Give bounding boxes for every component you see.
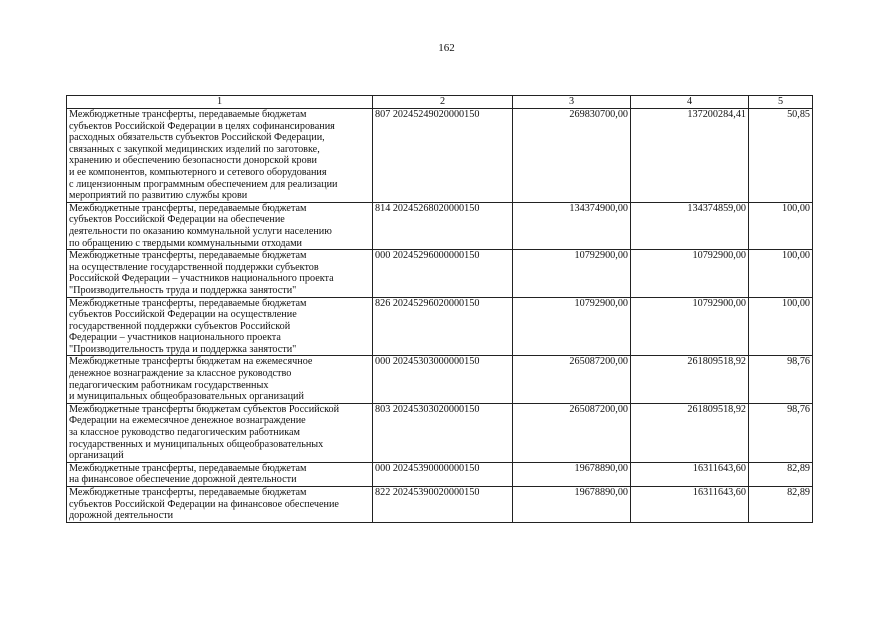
column-header-5: 5: [749, 96, 813, 109]
row-execution-percent: 100,00: [749, 297, 813, 356]
row-description: Межбюджетные трансферты, передаваемые бюджетам субъектов Российской Федерации на обеспечение деятельности по оказанию коммунальной услуги населению по обращению с твердыми коммунальными отходами: [67, 202, 373, 249]
row-code: 000 20245303000000150: [373, 356, 513, 403]
column-header-4: 4: [631, 96, 749, 109]
row-description: Межбюджетные трансферты бюджетам субъектов Российской Федерации на ежемесячное денежное вознаграждение за классное руководство педагогическим работникам государственных и муниципальных общеобразовательных организаций: [67, 403, 373, 462]
table-header-row: [67, 96, 813, 109]
row-code: 826 20245296020000150: [373, 297, 513, 356]
row-description: Межбюджетные трансферты, передаваемые бюджетам субъектов Российской Федерации в целях софинансирования расходных обязательств субъектов Российской Федерации, связанных с закупкой медицинских изделий по заготовке, хранению и обеспечению безопасности донорской крови и ее компонентов, компьютерного и сетевого оборудования с лицензионным программным обеспечением для реализации мероприятий по развитию службы крови: [67, 109, 373, 203]
row-code: 000 20245296000000150: [373, 250, 513, 297]
row-executed-amount: 137200284,41: [631, 109, 749, 203]
row-code: 803 20245303020000150: [373, 403, 513, 462]
table-row: [67, 356, 813, 403]
row-executed-amount: 16311643,60: [631, 487, 749, 523]
row-execution-percent: 82,89: [749, 462, 813, 486]
row-code: 000 20245390000000150: [373, 462, 513, 486]
row-code: 822 20245390020000150: [373, 487, 513, 523]
column-header-3: 3: [513, 96, 631, 109]
row-approved-amount: 10792900,00: [513, 297, 631, 356]
row-execution-percent: 98,76: [749, 403, 813, 462]
row-code: 807 20245249020000150: [373, 109, 513, 203]
row-executed-amount: 16311643,60: [631, 462, 749, 486]
row-description: Межбюджетные трансферты, передаваемые бюджетам субъектов Российской Федерации на осуществление государственной поддержки субъектов Российской Федерации – участников национального проекта "Производительность труда и поддержка занятости": [67, 297, 373, 356]
row-description: Межбюджетные трансферты, передаваемые бюджетам субъектов Российской Федерации на финансовое обеспечение дорожной деятельности: [67, 487, 373, 523]
table-row: [67, 462, 813, 486]
row-execution-percent: 100,00: [749, 250, 813, 297]
row-approved-amount: 10792900,00: [513, 250, 631, 297]
table-row: [67, 250, 813, 297]
row-description: Межбюджетные трансферты, передаваемые бюджетам на финансовое обеспечение дорожной деятельности: [67, 462, 373, 486]
row-approved-amount: 134374900,00: [513, 202, 631, 249]
row-description: Межбюджетные трансферты, передаваемые бюджетам на осуществление государственной поддержки субъектов Российской Федерации – участников национального проекта "Производительность труда и поддержка занятости": [67, 250, 373, 297]
row-approved-amount: 19678890,00: [513, 462, 631, 486]
row-execution-percent: 82,89: [749, 487, 813, 523]
row-code: 814 20245268020000150: [373, 202, 513, 249]
column-header-2: 2: [373, 96, 513, 109]
budget-table: [66, 95, 813, 523]
row-executed-amount: 134374859,00: [631, 202, 749, 249]
row-approved-amount: 269830700,00: [513, 109, 631, 203]
row-executed-amount: 261809518,92: [631, 356, 749, 403]
row-execution-percent: 100,00: [749, 202, 813, 249]
page-number: 162: [438, 42, 455, 54]
row-approved-amount: 19678890,00: [513, 487, 631, 523]
row-approved-amount: 265087200,00: [513, 356, 631, 403]
row-execution-percent: 50,85: [749, 109, 813, 203]
row-approved-amount: 265087200,00: [513, 403, 631, 462]
column-header-1: 1: [67, 96, 373, 109]
table-row: [67, 403, 813, 462]
row-execution-percent: 98,76: [749, 356, 813, 403]
row-executed-amount: 10792900,00: [631, 297, 749, 356]
table-row: [67, 487, 813, 523]
row-executed-amount: 10792900,00: [631, 250, 749, 297]
table-row: [67, 202, 813, 249]
table-row: [67, 297, 813, 356]
table-row: [67, 109, 813, 203]
row-description: Межбюджетные трансферты бюджетам на ежемесячное денежное вознаграждение за классное руководство педагогическим работникам государственных и муниципальных общеобразовательных организаций: [67, 356, 373, 403]
row-executed-amount: 261809518,92: [631, 403, 749, 462]
